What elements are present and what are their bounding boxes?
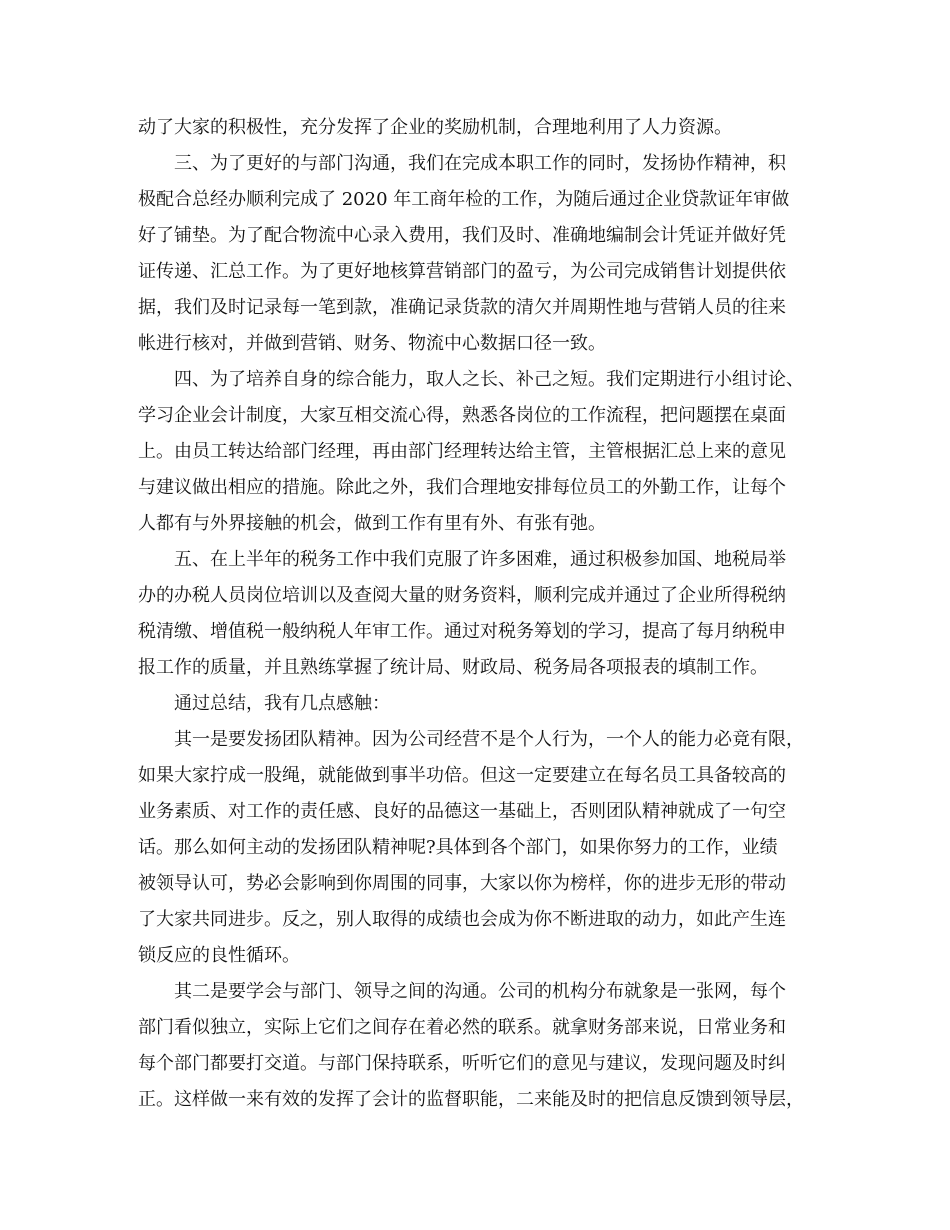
text-line: 好了铺垫。为了配合物流中心录入费用，我们及时、准确地编制会计凭证并做好凭 <box>138 225 786 246</box>
text-line: 被领导认可，势必会影响到你周围的同事，大家以你为榜样，你的进步无形的带动 <box>138 873 786 894</box>
text-line: 与建议做出相应的措施。除此之外，我们合理地安排每位员工的外勤工作，让每个 <box>138 477 786 498</box>
text-line: 了大家共同进步。反之，别人取得的成绩也会成为你不断进取的动力，如此产生连 <box>138 909 786 930</box>
text-line: 极配合总经办顺利完成了 2020 年工商年检的工作，为随后通过企业贷款证年审做 <box>138 189 790 210</box>
text-line: 业务素质、对工作的责任感、良好的品德这一基础上，否则团队精神就成了一句空 <box>138 801 786 822</box>
text-line: 每个部门都要打交道。与部门保持联系，听听它们的意见与建议，发现问题及时纠 <box>138 1053 786 1074</box>
text-line: 动了大家的积极性，充分发挥了企业的奖励机制，合理地利用了人力资源。 <box>138 117 732 138</box>
text-line: 证传递、汇总工作。为了更好地核算营销部门的盈亏，为公司完成销售计划提供依 <box>138 261 786 282</box>
text-line: 其二是要学会与部门、领导之间的沟通。公司的机构分布就象是一张网，每个 <box>174 981 786 1002</box>
text-line: 三、为了更好的与部门沟通，我们在完成本职工作的同时，发扬协作精神，积 <box>174 153 786 174</box>
text-line: 人都有与外界接触的机会，做到工作有里有外、有张有弛。 <box>138 513 606 534</box>
text-line: 学习企业会计制度，大家互相交流心得，熟悉各岗位的工作流程，把问题摆在桌面 <box>138 405 786 426</box>
text-line: 五、在上半年的税务工作中我们克服了许多困难，通过积极参加国、地税局举 <box>174 549 786 570</box>
text-line: 通过总结，我有几点感触： <box>174 693 390 714</box>
text-line: 部门看似独立，实际上它们之间存在着必然的联系。就拿财务部来说，日常业务和 <box>138 1017 786 1038</box>
text-line: 话。那么如何主动的发扬团队精神呢?具体到各个部门，如果你努力的工作，业绩 <box>138 837 778 858</box>
text-line: 其一是要发扬团队精神。因为公司经营不是个人行为，一个人的能力必竟有限， <box>174 729 804 750</box>
text-line: 如果大家拧成一股绳，就能做到事半功倍。但这一定要建立在每名员工具备较高的 <box>138 765 786 786</box>
text-line: 税清缴、增值税一般纳税人年审工作。通过对税务筹划的学习，提高了每月纳税申 <box>138 621 786 642</box>
text-line: 四、为了培养自身的综合能力，取人之长、补己之短。我们定期进行小组讨论、 <box>174 369 804 390</box>
text-line: 上。由员工转达给部门经理，再由部门经理转达给主管，主管根据汇总上来的意见 <box>138 441 786 462</box>
text-line: 正。这样做一来有效的发挥了会计的监督职能，二来能及时的把信息反馈到领导层， <box>138 1089 804 1110</box>
text-line: 办的办税人员岗位培训以及查阅大量的财务资料，顺利完成并通过了企业所得税纳 <box>138 585 786 606</box>
text-line: 报工作的质量，并且熟练掌握了统计局、财政局、税务局各项报表的填制工作。 <box>138 657 768 678</box>
text-line: 帐进行核对，并做到营销、财务、物流中心数据口径一致。 <box>138 333 606 354</box>
text-line: 锁反应的良性循环。 <box>138 945 300 966</box>
text-line: 据，我们及时记录每一笔到款，准确记录货款的清欠并周期性地与营销人员的往来 <box>138 297 786 318</box>
